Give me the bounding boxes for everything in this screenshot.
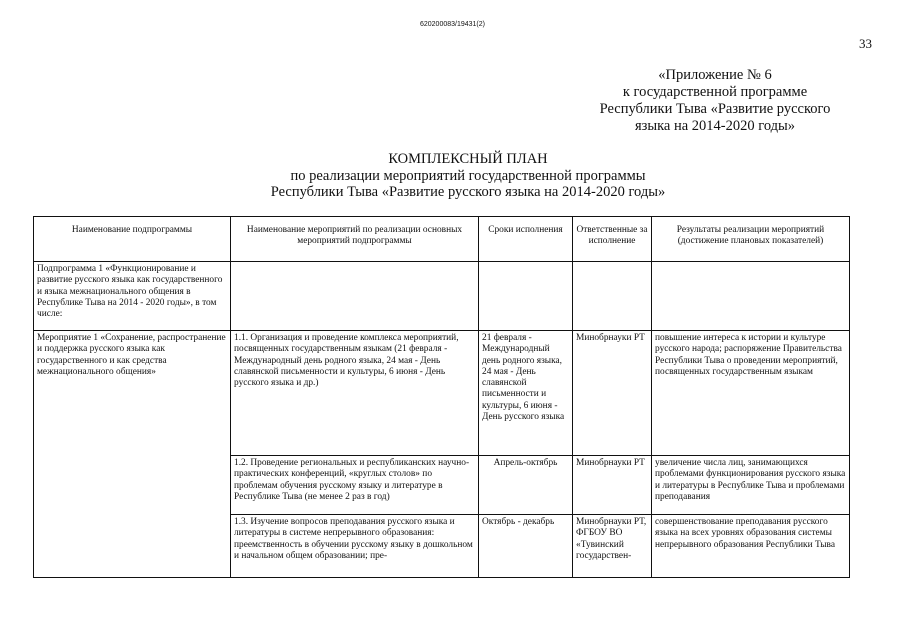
empty-cell (573, 262, 652, 331)
result-cell: увеличение числа лиц, занимающихся проблемами функционирования русского языка и литературы в Республике Тыва и проблемами преподавания (652, 456, 850, 515)
deadline-cell: Апрель-октябрь (479, 456, 573, 515)
title-line: Республики Тыва «Развитие русского языка на 2014-2020 годы» (270, 184, 666, 200)
empty-cell (479, 262, 573, 331)
empty-cell (231, 262, 479, 331)
appendix-line: «Приложение № 6 (658, 67, 772, 83)
column-header: Ответственные за исполнение (573, 217, 652, 262)
deadline-cell: Октябрь - декабрь (479, 515, 573, 578)
appendix-line: языка на 2014-2020 годы» (634, 118, 796, 134)
activity-cell: 1.2. Проведение региональных и республиканских научно-практических конференций, «круглых столов» по проблемам обучения русскому языку и литературе в Республике Тыва (не менее 2 раз в год) (231, 456, 479, 515)
document-id: 620200083/19431(2) (419, 21, 485, 28)
table-row (34, 262, 850, 331)
column-header: Наименование мероприятий по реализации основных мероприятий подпрограммы (231, 217, 479, 262)
result-cell: повышение интереса к истории и культуре русского народа; распоряжение Правительства Республики Тыва о проведении мероприятий, посвященных государственным языкам (652, 331, 850, 456)
subprogram-cell: Подпрограмма 1 «Функционирование и развитие русского языка как государственного и языка межнационального общения в Республике Тыва на 2014 - 2020 годы», в том числе: (34, 262, 231, 331)
column-header: Результаты реализации мероприятий (достижение плановых показателей) (652, 217, 850, 262)
column-header: Наименование подпрограммы (34, 217, 231, 262)
responsible-cell: Минобрнауки РТ (573, 331, 652, 456)
result-cell: совершенствование преподавания русского языка на всех уровнях образования системы непрерывного образования Республики Тыва (652, 515, 850, 578)
column-header: Сроки исполнения (479, 217, 573, 262)
activity-cell: 1.3. Изучение вопросов преподавания русского языка и литературы в системе непрерывного образования: преемственность в обучении русскому языку в дошкольном и начальном общем образовании; пре- (231, 515, 479, 578)
table-row (34, 331, 850, 456)
title-line: КОМПЛЕКСНЫЙ ПЛАН (388, 151, 548, 167)
page-number: 33 (859, 36, 872, 51)
responsible-cell: Минобрнауки РТ, ФГБОУ ВО «Тувинский государствен- (573, 515, 652, 578)
title-line: по реализации мероприятий государственной программы (290, 167, 646, 184)
document-title (228, 151, 708, 201)
responsible-cell: Минобрнауки РТ (573, 456, 652, 515)
table-header-row (34, 217, 850, 262)
plan-table (33, 216, 850, 578)
appendix-line: Республики Тыва «Развитие русского (599, 101, 831, 117)
deadline-cell: 21 февраля - Международный день родного языка, 24 мая - День славянской письменности и культуры, 6 июня - День русского языка (479, 331, 573, 456)
appendix-note (565, 67, 865, 135)
measure-cell: Мероприятие 1 «Сохранение, распространение и поддержка русского языка как государственного и как средства межнационального общения» (34, 331, 231, 578)
appendix-line: к государственной программе (622, 84, 808, 100)
empty-cell (652, 262, 850, 331)
activity-cell: 1.1. Организация и проведение комплекса мероприятий, посвященных государственным языкам (21 февраля - Международный день родного языка, 24 мая - День славянской письменности и культуры, 6 июня - День русского языка и др.) (231, 331, 479, 456)
